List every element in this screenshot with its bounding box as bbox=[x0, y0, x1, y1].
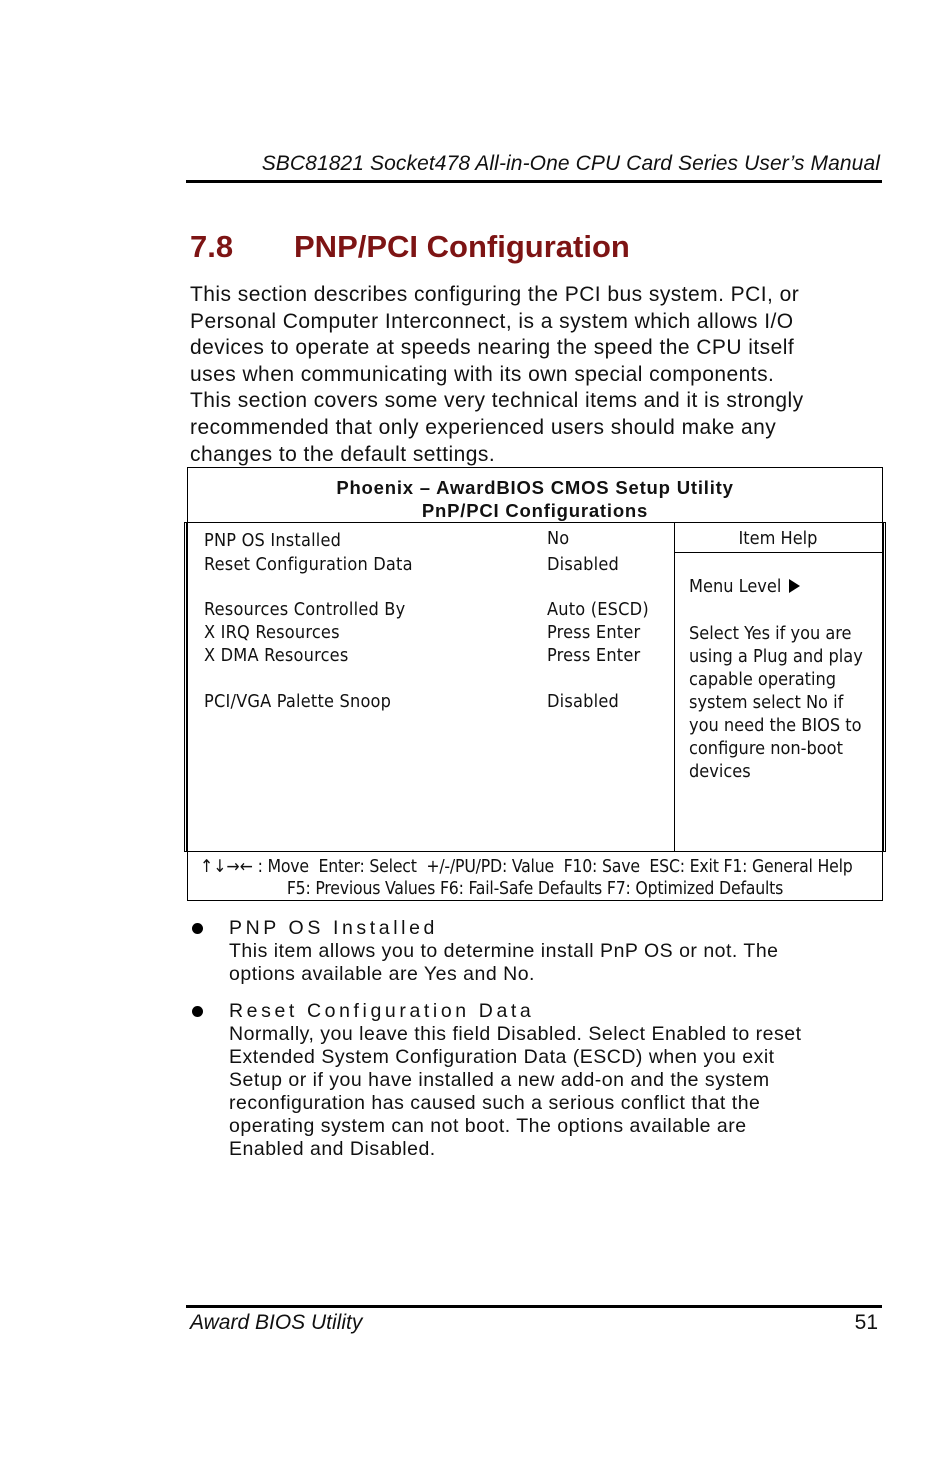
header-rule bbox=[186, 180, 882, 183]
intro-line: This section describes configuring the PCI bus system. PCI, or bbox=[190, 283, 800, 306]
help-line: system select No if bbox=[689, 692, 844, 713]
bios-value-dma-resources[interactable]: Press Enter bbox=[547, 645, 641, 666]
intro-line: Personal Computer Interconnect, is a system which allows I/O bbox=[190, 309, 794, 333]
help-line: Select Yes if you are bbox=[689, 623, 852, 644]
bullet-title: Reset Configuration Data bbox=[229, 1000, 535, 1022]
bios-border-right bbox=[883, 522, 886, 852]
help-line: devices bbox=[689, 761, 751, 782]
help-line: capable operating bbox=[689, 669, 837, 690]
bullet-icon bbox=[192, 923, 203, 934]
bios-help-header-rule bbox=[674, 552, 882, 553]
bios-value-resources-controlled-by[interactable]: Auto (ESCD) bbox=[547, 599, 649, 620]
bios-title-block bbox=[188, 476, 882, 522]
key-legend-text: : Move Enter: Select +/-/PU/PD: Value F10: Save ESC: Exit F1: General Help bbox=[252, 857, 853, 877]
bios-value-pci-vga-palette-snoop[interactable]: Disabled bbox=[547, 691, 619, 712]
running-header: SBC81821 Socket478 All-in-One CPU Card Series User’s Manual bbox=[261, 152, 880, 175]
bullet-line: Extended System Configuration Data (ESCD) when you exit bbox=[229, 1046, 775, 1068]
bullet-line: operating system can not boot. The options available are bbox=[229, 1115, 747, 1137]
bios-subtitle: PnP/PCI Configurations bbox=[421, 500, 649, 521]
bullet-body bbox=[229, 940, 779, 986]
bios-key-legend-line1 bbox=[200, 857, 853, 877]
bios-item-reset-configuration-data[interactable]: Reset Configuration Data bbox=[204, 554, 413, 575]
section-title: PNP/PCI Configuration bbox=[294, 229, 630, 264]
bios-item-pci-vga-palette-snoop[interactable]: PCI/VGA Palette Snoop bbox=[204, 691, 392, 712]
menu-level-label: Menu Level bbox=[689, 576, 782, 597]
bullet-line: This item allows you to determine install PnP OS or not. The bbox=[229, 940, 779, 962]
bullet-line: options available are Yes and No. bbox=[229, 963, 535, 985]
bullet-line: reconfiguration has caused such a serious conflict that the bbox=[229, 1092, 761, 1114]
bios-divider-bottom bbox=[184, 851, 886, 852]
footer-rule bbox=[186, 1305, 882, 1308]
bios-item-resources-controlled-by[interactable]: Resources Controlled By bbox=[204, 599, 406, 620]
bios-item-irq-resources[interactable]: X IRQ Resources bbox=[204, 622, 340, 643]
item-help-header: Item Help bbox=[738, 528, 818, 549]
help-line: using a Plug and play bbox=[689, 646, 863, 667]
arrow-keys-icon: ↑↓→← bbox=[200, 857, 253, 877]
intro-paragraph bbox=[190, 282, 890, 468]
bios-item-pnp-os-installed[interactable]: PNP OS Installed bbox=[204, 530, 342, 551]
intro-line: This section covers some very technical items and it is strongly bbox=[190, 389, 804, 413]
bullet-line: Normally, you leave this field Disabled. Select Enabled to reset bbox=[229, 1023, 802, 1045]
item-help-text bbox=[689, 622, 874, 783]
bios-border-left bbox=[184, 522, 187, 852]
bios-value-reset-configuration-data[interactable]: Disabled bbox=[547, 554, 619, 575]
bullet-line: Setup or if you have installed a new add-on and the system bbox=[229, 1069, 770, 1091]
section-number: 7.8 bbox=[190, 229, 234, 264]
menu-level bbox=[689, 576, 800, 597]
bios-value-irq-resources[interactable]: Press Enter bbox=[547, 622, 641, 643]
help-line: configure non-boot bbox=[689, 738, 843, 759]
page-number: 51 bbox=[854, 1311, 878, 1334]
bios-item-dma-resources[interactable]: X DMA Resources bbox=[204, 645, 349, 666]
intro-line: recommended that only experienced users should make any bbox=[190, 415, 777, 439]
help-line: you need the BIOS to bbox=[689, 715, 862, 736]
triangle-right-icon bbox=[789, 579, 800, 593]
section-heading bbox=[190, 229, 630, 265]
footer-chapter: Award BIOS Utility bbox=[190, 1311, 363, 1334]
bios-title: Phoenix – AwardBIOS CMOS Setup Utility bbox=[336, 477, 734, 498]
intro-line: devices to operate at speeds nearing the speed the CPU itself bbox=[190, 336, 795, 360]
bios-divider-top bbox=[184, 522, 886, 523]
bullet-line: Enabled and Disabled. bbox=[229, 1138, 436, 1160]
bios-screen bbox=[187, 467, 883, 901]
bios-help-divider bbox=[674, 522, 675, 852]
intro-line: uses when communicating with its own special components. bbox=[190, 362, 775, 386]
bullet-icon bbox=[192, 1006, 203, 1017]
bios-key-legend-line2: F5: Previous Values F6: Fail-Safe Defaults F7: Optimized Defaults bbox=[286, 879, 784, 899]
intro-line: changes to the default settings. bbox=[190, 442, 496, 466]
bios-value-pnp-os-installed[interactable]: No bbox=[547, 528, 570, 549]
bullet-title: PNP OS Installed bbox=[229, 917, 438, 939]
bullet-body bbox=[229, 1023, 802, 1161]
